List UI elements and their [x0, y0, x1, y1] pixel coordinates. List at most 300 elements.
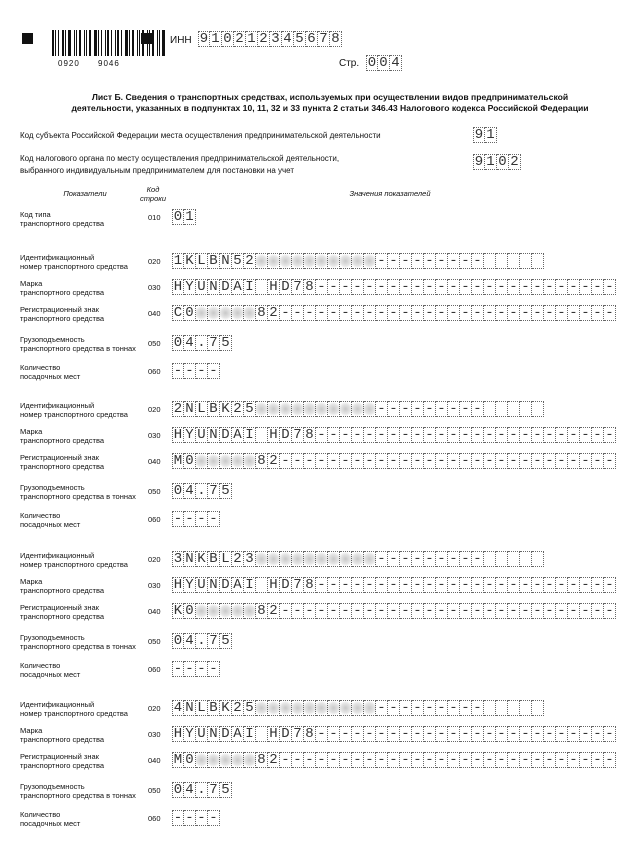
char-cell: -	[592, 577, 604, 593]
char-cell	[532, 700, 544, 716]
char-cell: -	[496, 577, 508, 593]
seats-field[interactable]	[172, 661, 220, 677]
char-cell: -	[544, 279, 556, 295]
char-cell: H	[268, 726, 280, 742]
char-cell: -	[472, 305, 484, 321]
brand-field[interactable]	[172, 726, 616, 742]
char-cell: D	[280, 726, 292, 742]
cap-label-1: Грузоподъемность	[20, 483, 85, 492]
page-label: Стр.	[339, 58, 360, 69]
brand-field[interactable]	[172, 577, 616, 593]
char-cell: -	[472, 401, 484, 417]
char-cell: 0	[173, 335, 183, 351]
char-cell: 2	[258, 31, 270, 47]
capacity-field[interactable]	[172, 782, 232, 798]
char-cell: 4	[184, 782, 196, 798]
char-cell: -	[580, 726, 592, 742]
char-cell: -	[604, 603, 616, 619]
char-cell: .	[196, 782, 208, 798]
char-cell	[508, 401, 520, 417]
char-cell: H	[268, 279, 280, 295]
redacted-cell	[256, 551, 268, 567]
char-cell: -	[364, 279, 376, 295]
char-cell: L	[220, 551, 232, 567]
redacted-cell	[280, 253, 292, 269]
redacted-cell	[232, 453, 244, 469]
char-cell: -	[364, 577, 376, 593]
char-cell: -	[184, 661, 196, 677]
tax-office-label-line-2: выбранного индивидуальным предпринимателем для постановки на учет	[20, 166, 295, 175]
char-cell: B	[208, 700, 220, 716]
char-cell: -	[196, 810, 208, 826]
barcode-bar	[129, 30, 130, 56]
char-cell: -	[412, 700, 424, 716]
char-cell: B	[208, 401, 220, 417]
char-cell: -	[484, 577, 496, 593]
char-cell: C	[173, 305, 183, 321]
char-cell: 2	[232, 401, 244, 417]
redacted-cell	[268, 551, 280, 567]
char-cell: H	[173, 726, 183, 742]
barcode-bar	[52, 30, 54, 56]
vin-line-code: 020	[148, 555, 161, 564]
char-cell: 5	[220, 633, 232, 649]
char-cell: -	[184, 511, 196, 527]
redacted-cell	[232, 305, 244, 321]
brand-label-2: транспортного средства	[20, 288, 105, 297]
char-cell: -	[532, 305, 544, 321]
char-cell: 4	[184, 633, 196, 649]
redacted-cell	[292, 700, 304, 716]
char-cell: -	[376, 603, 388, 619]
char-cell: -	[472, 700, 484, 716]
char-cell: -	[592, 427, 604, 443]
char-cell: K	[196, 551, 208, 567]
seats-line-code: 060	[148, 814, 161, 823]
redacted-cell	[208, 305, 220, 321]
char-cell: 1	[246, 31, 258, 47]
char-cell: -	[424, 453, 436, 469]
char-cell: -	[376, 305, 388, 321]
char-cell: N	[220, 253, 232, 269]
char-cell: 8	[304, 279, 316, 295]
char-cell: 0	[222, 31, 234, 47]
char-cell: -	[460, 551, 472, 567]
brand-line-code: 030	[148, 431, 161, 440]
char-cell: -	[448, 427, 460, 443]
char-cell: N	[208, 427, 220, 443]
char-cell: -	[604, 752, 616, 768]
char-cell: -	[340, 603, 352, 619]
vin-label-2: номер транспортного средства	[20, 709, 128, 718]
char-cell: A	[232, 427, 244, 443]
registration-field[interactable]	[172, 752, 616, 768]
vehicle-type-field[interactable]	[172, 209, 196, 225]
char-cell: -	[544, 752, 556, 768]
char-cell: -	[508, 279, 520, 295]
char-cell: 0	[184, 453, 196, 469]
char-cell: -	[460, 253, 472, 269]
seats-label-2: посадочных мест	[20, 819, 81, 828]
char-cell: -	[400, 551, 412, 567]
redacted-cell	[316, 551, 328, 567]
char-cell	[484, 700, 496, 716]
char-cell: -	[364, 427, 376, 443]
char-cell: -	[520, 603, 532, 619]
char-cell: 8	[304, 726, 316, 742]
char-cell: -	[592, 453, 604, 469]
char-cell: -	[352, 427, 364, 443]
cap-line-code: 050	[148, 637, 161, 646]
char-cell: -	[568, 752, 580, 768]
char-cell: -	[556, 726, 568, 742]
char-cell: -	[424, 577, 436, 593]
char-cell: D	[220, 427, 232, 443]
char-cell: -	[316, 305, 328, 321]
char-cell: 8	[256, 603, 268, 619]
char-cell: -	[448, 551, 460, 567]
redacted-cell	[196, 603, 208, 619]
char-cell: -	[448, 453, 460, 469]
char-cell	[496, 253, 508, 269]
char-cell: A	[232, 279, 244, 295]
char-cell	[256, 577, 268, 593]
char-cell: 7	[318, 31, 330, 47]
char-cell: -	[424, 305, 436, 321]
char-cell: -	[448, 603, 460, 619]
char-cell: D	[280, 427, 292, 443]
char-cell: -	[328, 427, 340, 443]
char-cell: -	[436, 401, 448, 417]
char-cell: B	[208, 551, 220, 567]
char-cell: -	[520, 752, 532, 768]
sheet-title-line-2: деятельности, указанных в подпунктах 10, 11, 32 и 33 пункта 2 статьи 346.43 Налогового кодекса Российской Федерации	[71, 103, 589, 113]
char-cell: -	[508, 305, 520, 321]
char-cell: -	[520, 427, 532, 443]
seats-field[interactable]	[172, 511, 220, 527]
char-cell: -	[556, 427, 568, 443]
char-cell: 2	[268, 305, 280, 321]
redacted-cell	[292, 551, 304, 567]
char-cell: 5	[294, 31, 306, 47]
vin-field[interactable]	[172, 253, 544, 269]
char-cell	[508, 551, 520, 567]
char-cell: -	[580, 752, 592, 768]
char-cell: -	[580, 577, 592, 593]
redacted-cell	[340, 551, 352, 567]
char-cell: -	[376, 253, 388, 269]
char-cell: -	[304, 305, 316, 321]
reg-line-code: 040	[148, 309, 161, 318]
char-cell: -	[316, 726, 328, 742]
char-cell: -	[568, 453, 580, 469]
char-cell: -	[592, 279, 604, 295]
char-cell: -	[496, 427, 508, 443]
char-cell: 4	[184, 483, 196, 499]
char-cell: -	[388, 427, 400, 443]
char-cell: B	[208, 253, 220, 269]
char-cell: H	[173, 279, 183, 295]
char-cell: -	[460, 752, 472, 768]
char-cell: L	[196, 253, 208, 269]
char-cell: -	[328, 453, 340, 469]
redacted-cell	[220, 305, 232, 321]
redacted-cell	[304, 551, 316, 567]
barcode-bar	[132, 30, 134, 56]
char-cell: 5	[220, 335, 232, 351]
brand-field[interactable]	[172, 279, 616, 295]
char-cell: -	[532, 726, 544, 742]
redacted-cell	[196, 305, 208, 321]
redacted-cell	[304, 700, 316, 716]
char-cell: -	[436, 279, 448, 295]
char-cell: -	[328, 603, 340, 619]
seats-line-code: 060	[148, 367, 161, 376]
cap-line-code: 050	[148, 339, 161, 348]
char-cell: -	[412, 253, 424, 269]
vin-label-1: Идентификационный	[20, 700, 95, 709]
registration-field[interactable]	[172, 603, 616, 619]
redacted-cell	[208, 603, 220, 619]
char-cell: -	[448, 700, 460, 716]
char-cell: K	[173, 603, 183, 619]
vin-line-code: 020	[148, 405, 161, 414]
vin-field[interactable]	[172, 551, 544, 567]
char-cell: -	[328, 752, 340, 768]
char-cell: -	[400, 453, 412, 469]
char-cell: -	[388, 253, 400, 269]
char-cell: -	[472, 551, 484, 567]
barcode-bar	[68, 30, 71, 56]
char-cell: -	[292, 453, 304, 469]
char-cell: 2	[244, 253, 256, 269]
registration-field[interactable]	[172, 305, 616, 321]
header-indicators: Показатели	[63, 189, 107, 198]
char-cell	[520, 700, 532, 716]
brand-label-1: Марка	[20, 726, 43, 735]
redacted-cell	[280, 700, 292, 716]
registration-field[interactable]	[172, 453, 616, 469]
vin-field[interactable]	[172, 401, 544, 417]
char-cell: -	[544, 305, 556, 321]
region-code-field[interactable]	[473, 127, 497, 143]
char-cell: -	[400, 253, 412, 269]
char-cell: U	[196, 726, 208, 742]
redacted-cell	[352, 551, 364, 567]
sheet-title-line-1: Лист Б. Сведения о транспортных средствах, используемых при осуществлении видов предпринимательской	[91, 92, 569, 102]
char-cell: -	[352, 577, 364, 593]
char-cell: -	[568, 279, 580, 295]
redacted-cell	[220, 453, 232, 469]
brand-label-2: транспортного средства	[20, 586, 105, 595]
char-cell: 5	[244, 401, 256, 417]
barcode-bar	[139, 30, 140, 56]
seats-label-2: посадочных мест	[20, 372, 81, 381]
char-cell: -	[508, 752, 520, 768]
char-cell: L	[196, 401, 208, 417]
char-cell: 7	[292, 427, 304, 443]
char-cell: -	[400, 279, 412, 295]
char-cell: -	[424, 551, 436, 567]
char-cell: -	[400, 577, 412, 593]
char-cell: -	[364, 603, 376, 619]
capacity-field[interactable]	[172, 335, 232, 351]
char-cell: -	[208, 511, 220, 527]
char-cell: -	[424, 700, 436, 716]
char-cell: -	[532, 752, 544, 768]
redacted-cell	[352, 253, 364, 269]
char-cell: -	[472, 603, 484, 619]
seats-label-2: посадочных мест	[20, 520, 81, 529]
barcode-bar	[107, 30, 109, 56]
char-cell: -	[352, 726, 364, 742]
char-cell: -	[592, 726, 604, 742]
char-cell: -	[460, 279, 472, 295]
char-cell: -	[520, 577, 532, 593]
barcode-bar	[157, 30, 158, 56]
redacted-cell	[196, 453, 208, 469]
reg-line-code: 040	[148, 457, 161, 466]
char-cell: -	[316, 427, 328, 443]
seats-field[interactable]	[172, 810, 220, 826]
char-cell: 9	[199, 31, 209, 47]
char-cell: -	[508, 603, 520, 619]
char-cell: .	[196, 483, 208, 499]
char-cell: -	[173, 661, 183, 677]
vin-label-1: Идентификационный	[20, 253, 95, 262]
char-cell	[532, 253, 544, 269]
redacted-cell	[196, 752, 208, 768]
char-cell: -	[376, 453, 388, 469]
char-cell: 7	[292, 279, 304, 295]
vin-field[interactable]	[172, 700, 544, 716]
char-cell: N	[184, 700, 196, 716]
capacity-field[interactable]	[172, 633, 232, 649]
char-cell: -	[208, 363, 220, 379]
barcode-bar	[76, 30, 77, 56]
cap-line-code: 050	[148, 487, 161, 496]
char-cell: -	[448, 577, 460, 593]
redacted-cell	[352, 700, 364, 716]
char-cell: -	[508, 427, 520, 443]
char-cell: -	[400, 305, 412, 321]
char-cell: -	[292, 752, 304, 768]
char-cell	[520, 551, 532, 567]
char-cell: -	[436, 427, 448, 443]
char-cell: -	[412, 551, 424, 567]
reg-label-2: транспортного средства	[20, 314, 105, 323]
vin-label-1: Идентификационный	[20, 551, 95, 560]
barcode-bar	[86, 30, 87, 56]
char-cell: -	[484, 726, 496, 742]
barcode-bar	[125, 30, 128, 56]
redacted-cell	[232, 603, 244, 619]
capacity-field[interactable]	[172, 483, 232, 499]
corner-marker-left	[22, 33, 33, 44]
char-cell: -	[388, 453, 400, 469]
char-cell: -	[520, 453, 532, 469]
char-cell: -	[196, 661, 208, 677]
char-cell: 2	[509, 154, 521, 170]
char-cell: -	[460, 427, 472, 443]
char-cell: 7	[208, 483, 220, 499]
char-cell: -	[604, 726, 616, 742]
char-cell: -	[340, 279, 352, 295]
reg-label-2: транспортного средства	[20, 462, 105, 471]
char-cell: -	[340, 427, 352, 443]
redacted-cell	[268, 700, 280, 716]
barcode-number-right: 9046	[98, 59, 120, 68]
char-cell: -	[304, 752, 316, 768]
char-cell	[532, 401, 544, 417]
barcode-bar	[74, 30, 75, 56]
char-cell: -	[328, 577, 340, 593]
char-cell: 0	[184, 603, 196, 619]
char-cell: L	[196, 700, 208, 716]
seats-label-1: Количество	[20, 661, 61, 670]
reg-line-code: 040	[148, 607, 161, 616]
char-cell: -	[388, 577, 400, 593]
brand-label-1: Марка	[20, 577, 43, 586]
char-cell: -	[424, 401, 436, 417]
char-cell	[256, 279, 268, 295]
brand-line-code: 030	[148, 283, 161, 292]
char-cell: 0	[378, 55, 390, 71]
char-cell: -	[496, 603, 508, 619]
redacted-cell	[304, 253, 316, 269]
vin-line-code: 020	[148, 704, 161, 713]
char-cell: 4	[282, 31, 294, 47]
barcode-bar	[89, 30, 91, 56]
char-cell: -	[460, 577, 472, 593]
char-cell: -	[412, 752, 424, 768]
char-cell: -	[544, 577, 556, 593]
char-cell: -	[460, 401, 472, 417]
char-cell: D	[220, 577, 232, 593]
char-cell: -	[496, 726, 508, 742]
char-cell: 5	[220, 483, 232, 499]
redacted-cell	[220, 603, 232, 619]
char-cell: -	[544, 726, 556, 742]
seats-field[interactable]	[172, 363, 220, 379]
char-cell: -	[484, 427, 496, 443]
brand-field[interactable]	[172, 427, 616, 443]
char-cell: 0	[173, 209, 183, 225]
char-cell: 0	[184, 752, 196, 768]
redacted-cell	[340, 253, 352, 269]
char-cell: U	[196, 427, 208, 443]
char-cell: -	[556, 279, 568, 295]
char-cell: 1	[485, 127, 497, 143]
tax-office-code-field[interactable]	[473, 154, 521, 170]
char-cell: -	[556, 577, 568, 593]
char-cell	[520, 253, 532, 269]
char-cell: A	[232, 577, 244, 593]
char-cell: -	[460, 603, 472, 619]
seats-label-1: Количество	[20, 810, 61, 819]
page-number-field[interactable]	[366, 55, 402, 71]
cap-label-2: транспортного средства в тоннах	[20, 791, 136, 800]
redacted-cell	[316, 401, 328, 417]
inn-field[interactable]	[198, 31, 342, 47]
char-cell: -	[472, 253, 484, 269]
char-cell: -	[556, 752, 568, 768]
char-cell: -	[352, 453, 364, 469]
char-cell: H	[173, 427, 183, 443]
char-cell: -	[592, 752, 604, 768]
cap-label-2: транспортного средства в тоннах	[20, 344, 136, 353]
char-cell: N	[208, 726, 220, 742]
